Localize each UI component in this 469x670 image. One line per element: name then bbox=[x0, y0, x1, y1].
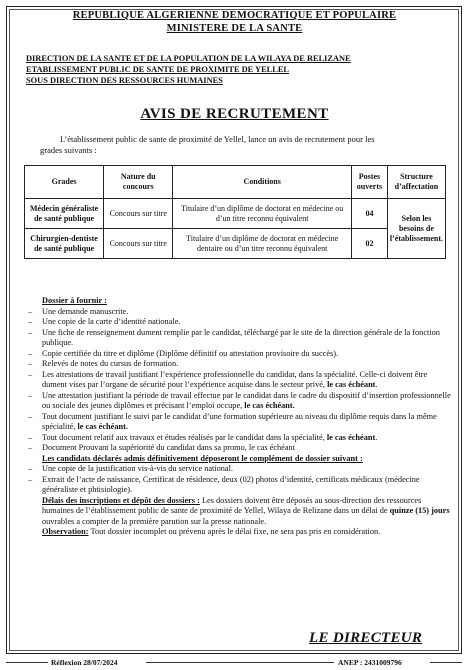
dash-bullet: – bbox=[28, 411, 33, 421]
dossier-section bbox=[28, 296, 453, 538]
header-nature: Nature du concours bbox=[104, 166, 173, 199]
intro-paragraph bbox=[40, 134, 445, 156]
conditions-cell: Titulaire d’un diplôme de doctorat en médecine dentaire ou d’un titre reconnu équivalent bbox=[173, 229, 352, 259]
list-item: – Une attestation justifiant la période de travail effectue par le candidat dans le cadre du dispositif d’insertion professionnelle ou sociale des jeunes diplômes et précisant l’emploi occupe, le cas échéant. bbox=[28, 390, 451, 410]
list-item: – Relevés de notes du cursus de formation. bbox=[28, 359, 179, 368]
notice-title: AVIS DE RECRUTEMENT bbox=[140, 106, 329, 122]
complement-list bbox=[28, 464, 453, 496]
dash-bullet: – bbox=[28, 359, 33, 368]
republic-heading: REPUBLIQUE ALGERIENNE DEMOCRATIQUE ET POPULAIRE bbox=[72, 10, 397, 21]
nature-cell: Concours sur titre bbox=[104, 229, 173, 259]
conditions-cell: Titulaire d’un diplôme de doctorat en médecine ou d’un titre reconnu équivalent bbox=[173, 199, 352, 229]
dash-bullet: – bbox=[28, 474, 33, 484]
table-row bbox=[25, 199, 446, 229]
dash-bullet: – bbox=[28, 327, 33, 337]
dash-bullet: – bbox=[28, 317, 33, 326]
list-item: – Les attestations de travail justifiant l’expérience professionnelle du candidat, dans la spécialité. Celle-ci doivent être dument vises par l’organe de sécurité pour l’expérience acquise dans le secteur privé, le cas échéant. bbox=[28, 369, 428, 389]
table-header-row bbox=[25, 166, 446, 199]
observation-label: Observation: bbox=[42, 527, 89, 536]
dash-bullet: – bbox=[28, 369, 33, 379]
footer-rule-middle bbox=[146, 662, 334, 663]
dash-bullet: – bbox=[28, 443, 33, 452]
observation-paragraph: Observation: Tout dossier incomplet ou prévenu après le délai fixe, ne sera pas pris en considération. bbox=[42, 527, 381, 536]
delais-paragraph: Délais des inscriptions et dépôt des dossiers : Les dossiers doivent être déposés au sous-direction des ressources humaines de l’établissement public de sante de proximité de Yellel, Wilaya de Relizane dans un délai de quinze (15) jours ouvrables a compter de la première parution sur la presse nationale. bbox=[42, 495, 450, 526]
list-item: – Copie certifiée du titre et diplôme (Diplôme définitif ou attestation provisoire du succès). bbox=[28, 348, 339, 358]
footer-rule-right bbox=[430, 662, 462, 663]
posts-cell: 04 bbox=[352, 199, 388, 229]
footer-left: Réflexion 28/07/2024 bbox=[51, 658, 118, 667]
ministry-heading: MINISTERE DE LA SANTE bbox=[166, 23, 303, 34]
dash-bullet: – bbox=[28, 390, 33, 400]
list-item: – Une copie de la justification vis-à-vis du service national. bbox=[28, 464, 233, 473]
list-item: – Tout document relatif aux travaux et études réalisés par le candidat dans la spécialité, le cas échéant. bbox=[28, 432, 378, 442]
grades-table bbox=[24, 165, 446, 259]
establishment-line: ETABLISSEMENT PUBLIC DE SANTE DE PROXIMITE DE YELLEL bbox=[26, 65, 290, 74]
list-item: – Document Prouvant la supériorité du candidat dans sa promo, le cas échéant bbox=[28, 443, 295, 452]
list-item: – Extrait de l’acte de naissance, Certificat de résidence, deux (02) photos d’identité, certificats médicaux (médecine généraliste et phtisiologie). bbox=[28, 474, 420, 494]
list-item: – Une copie de la carte d’identité nationale. bbox=[28, 317, 181, 326]
dash-bullet: – bbox=[28, 464, 33, 473]
list-item: – Une fiche de renseignement dument remplie par le candidat, téléchargé par le site de la direction générale de la fonction publique. bbox=[28, 327, 440, 347]
header-grades: Grades bbox=[25, 166, 104, 199]
footer-rule-left bbox=[6, 662, 48, 663]
dash-bullet: – bbox=[28, 432, 33, 442]
subdirection-line: SOUS DIRECTION DES RESSOURCES HUMAINES bbox=[26, 76, 223, 85]
posts-cell: 02 bbox=[352, 229, 388, 259]
header-structure: Structure d’affectation bbox=[387, 166, 445, 199]
table-row bbox=[25, 229, 446, 259]
footer-right: ANEP : 2431009796 bbox=[338, 658, 402, 667]
complement-heading: Les candidats déclarés admis définitivement déposeront le complément de dossier suivant : bbox=[42, 453, 363, 463]
header-conditions: Conditions bbox=[173, 166, 352, 199]
structure-cell: Selon les besoins de l’établissement. bbox=[387, 199, 445, 259]
dossier-heading: Dossier à fournir : bbox=[42, 296, 107, 305]
header-posts: Postes ouverts bbox=[352, 166, 388, 199]
grade-cell: Chirurgien-dentiste de santé publique bbox=[25, 229, 104, 259]
signature: LE DIRECTEUR bbox=[309, 630, 423, 646]
dossier-list bbox=[28, 307, 453, 454]
intro-line-2: grades suivants : bbox=[40, 145, 97, 155]
dash-bullet: – bbox=[28, 348, 33, 358]
intro-line-1: L’établissement public de sante de proximité de Yellel, lance un avis de recrutement pour les bbox=[60, 134, 375, 144]
direction-line: DIRECTION DE LA SANTE ET DE LA POPULATION DE LA WILAYA DE RELIZANE bbox=[26, 54, 351, 63]
list-item: – Une demande manuscrite. bbox=[28, 306, 129, 316]
list-item: – Tout document justifiant le suivi par le candidat d’une formation supérieure au niveau du diplôme requis dans la même spécialité, le cas échéant. bbox=[28, 411, 437, 431]
dash-bullet: – bbox=[28, 306, 33, 316]
delais-label: Délais des inscriptions et dépôt des dossiers : bbox=[42, 495, 200, 505]
grade-cell: Médecin généraliste de santé publique bbox=[25, 199, 104, 229]
nature-cell: Concours sur titre bbox=[104, 199, 173, 229]
